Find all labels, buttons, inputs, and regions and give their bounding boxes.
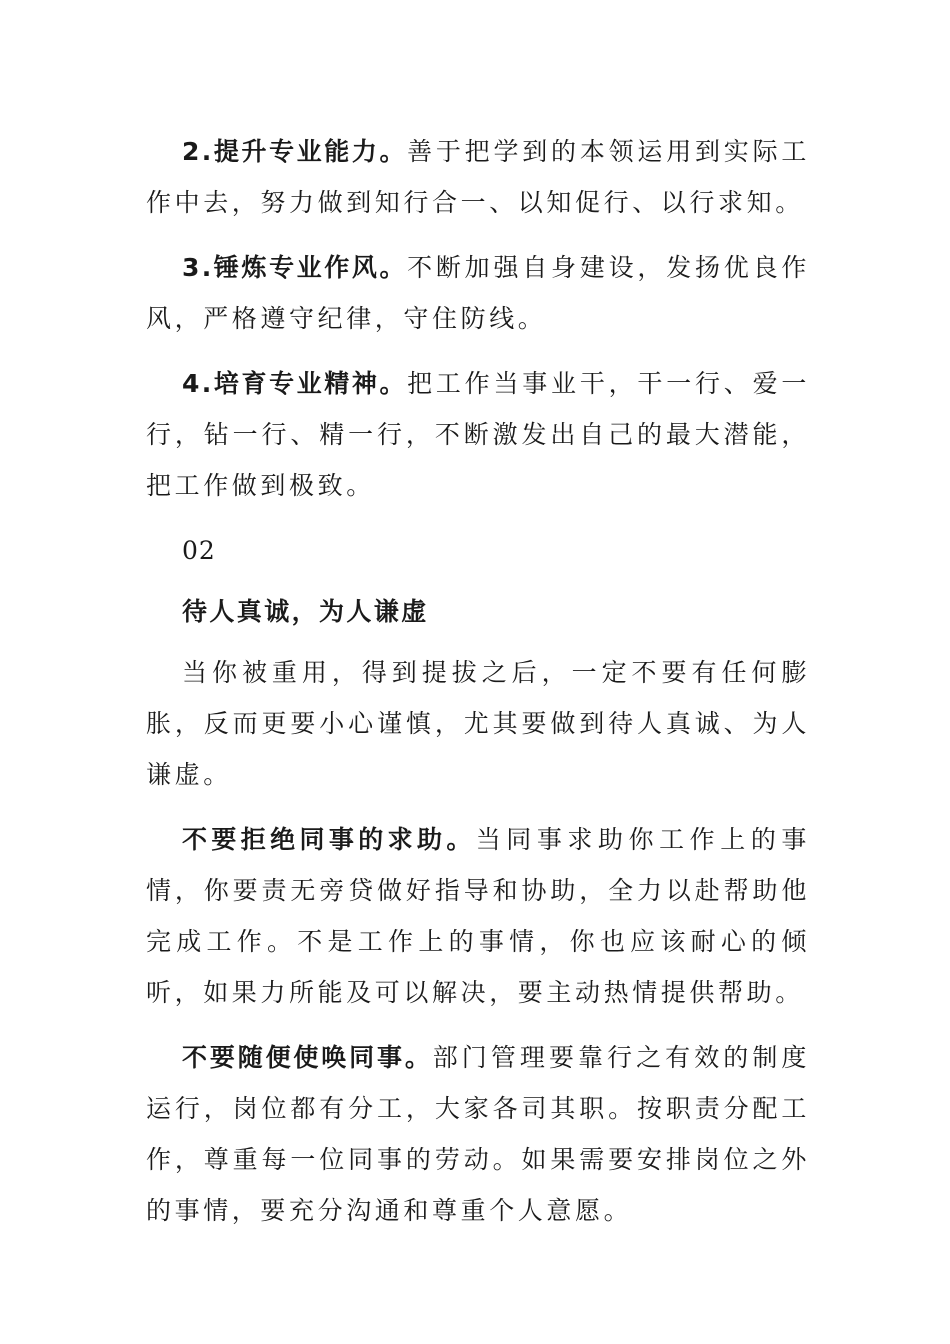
paragraph-lead: 4.培育专业精神。 <box>182 369 408 398</box>
paragraph-body: 当同事求助你工作上的事情，你要责无旁贷做好指导和协助，全力以赴帮助他完成工作。不是工作上的事情，你也应该耐心的倾听，如果力所能及可以解决，要主动热情提供帮助。 <box>146 825 810 1007</box>
paragraph-lead: 2.提升专业能力。 <box>182 137 408 166</box>
section-number: 02 <box>182 536 216 565</box>
paragraph-respect-colleagues <box>146 1032 810 1236</box>
paragraph-lead: 3.锤炼专业作风。 <box>182 253 408 282</box>
paragraph-body: 部门管理要靠行之有效的制度运行，岗位都有分工，大家各司其职。按职责分配工作，尊重每一位同事的劳动。如果需要安排岗位之外的事情，要充分沟通和尊重个人意愿。 <box>146 1043 810 1225</box>
paragraph-body: 不断加强自身建设，发扬优良作风，严格遵守纪律，守住防线。 <box>146 253 810 333</box>
paragraph-body: 把工作当事业干，干一行、爱一行，钻一行、精一行，不断激发出自己的最大潜能，把工作做到极致。 <box>146 369 810 500</box>
paragraph-body: 善于把学到的本领运用到实际工作中去，努力做到知行合一、以知促行、以行求知。 <box>146 137 810 217</box>
paragraph-professional-ability <box>146 126 810 228</box>
paragraph-lead: 不要随便使唤同事。 <box>182 1043 433 1072</box>
section-intro: 当你被重用，得到提拔之后，一定不要有任何膨胀，反而更要小心谨慎，尤其要做到待人真诚、为人谦虚。 <box>146 658 810 789</box>
paragraph-lead: 不要拒绝同事的求助。 <box>182 825 476 854</box>
section-title: 待人真诚，为人谦虚 <box>182 597 429 626</box>
paragraph-professional-style <box>146 242 810 344</box>
document-page <box>146 126 810 1250</box>
paragraph-help-colleagues <box>146 814 810 1018</box>
paragraph-professional-spirit <box>146 358 810 511</box>
